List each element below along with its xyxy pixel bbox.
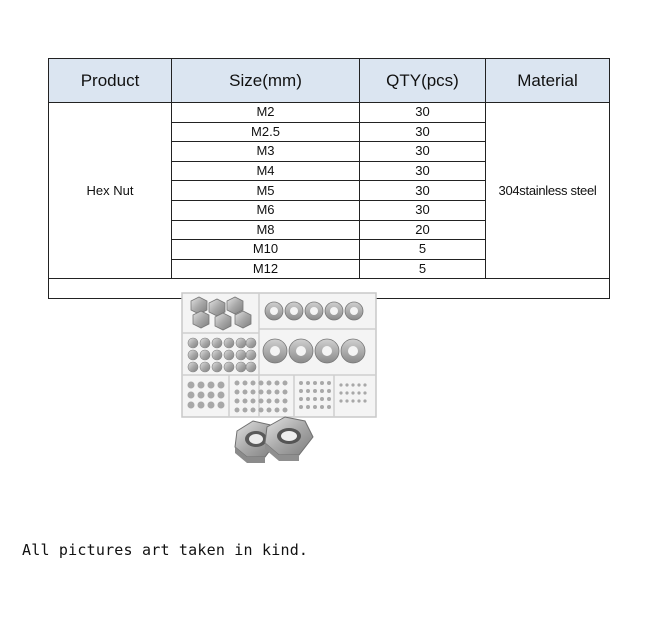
large-hex-nuts [235, 417, 313, 463]
header-product: Product [49, 59, 172, 103]
size-cell: M2.5 [172, 122, 360, 142]
photo-row [49, 279, 610, 299]
size-cell: M8 [172, 220, 360, 240]
size-cell: M3 [172, 142, 360, 162]
product-cell: Hex Nut [49, 103, 172, 279]
qty-cell: 30 [360, 142, 486, 162]
size-cell: M10 [172, 240, 360, 260]
header-qty: QTY(pcs) [360, 59, 486, 103]
size-cell: M6 [172, 200, 360, 220]
size-cell: M5 [172, 181, 360, 201]
qty-cell: 30 [360, 200, 486, 220]
qty-cell: 5 [360, 240, 486, 260]
size-cell: M4 [172, 161, 360, 181]
photo-cell [49, 279, 610, 299]
qty-cell: 30 [360, 161, 486, 181]
table-row [49, 103, 610, 123]
qty-cell: 30 [360, 103, 486, 123]
header-row [49, 59, 610, 103]
material-cell: 304stainless steel [486, 103, 610, 279]
header-size: Size(mm) [172, 59, 360, 103]
qty-cell: 20 [360, 220, 486, 240]
spec-table [48, 58, 610, 299]
hex-nut-kit-photo [179, 291, 379, 487]
caption-text: All pictures art taken in kind. [22, 541, 309, 559]
size-cell: M2 [172, 103, 360, 123]
qty-cell: 30 [360, 122, 486, 142]
header-material: Material [486, 59, 610, 103]
size-cell: M12 [172, 259, 360, 279]
qty-cell: 30 [360, 181, 486, 201]
qty-cell: 5 [360, 259, 486, 279]
